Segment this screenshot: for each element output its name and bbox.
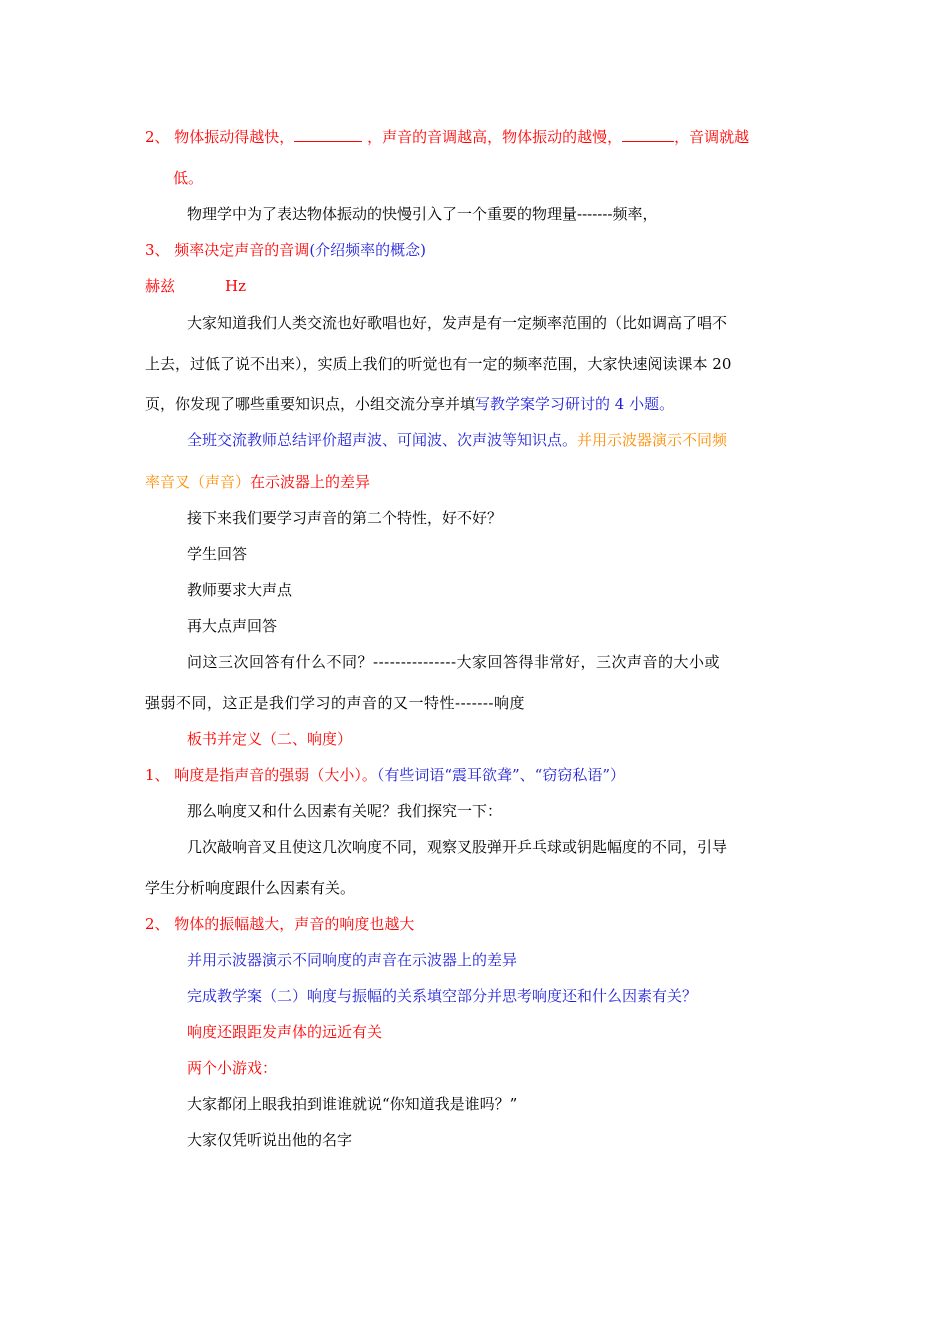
blackboard-heading: 板书并定义（二、响度）	[187, 730, 353, 748]
paragraph-line: 物理学中为了表达物体振动的快慢引入了一个重要的物理量-------频率，	[187, 205, 658, 223]
paragraph-line: 大家仅凭听说出他的名字	[187, 1131, 353, 1149]
paragraph-line	[145, 394, 674, 414]
paragraph-line: 强弱不同，这正是我们学习的声音的又一特性-------响度	[145, 694, 525, 712]
text-segment: 率音叉（声音）	[145, 473, 251, 491]
paragraph-line: 完成教学案（二）响度与振幅的关系填空部分并思考响度还和什么因素有关？	[187, 987, 698, 1005]
paragraph-line: 再大点声回答	[187, 617, 278, 635]
point-2-loudness-line: 2、 物体的振幅越大，声音的响度也越大	[145, 915, 415, 933]
paragraph-line: 响度还跟距发声体的远近有关	[187, 1023, 383, 1041]
point-1-loudness-line	[145, 765, 625, 785]
paragraph-line: 教师要求大声点	[187, 581, 293, 599]
text-segment: 页，你发现了哪些重要知识点，小组交流分享并填	[145, 395, 476, 413]
paragraph-line: 学生回答	[187, 545, 248, 563]
paragraph-line: 问这三次回答有什么不同？---------------大家回答得非常好，三次声音的大小或	[187, 653, 721, 671]
text-segment: 1、 响度是指声音的强弱（大小）。	[145, 766, 377, 784]
text-segment: 并用示波器演示不同频	[577, 431, 728, 449]
paragraph-line: 接下来我们要学习声音的第二个特性，好不好？	[187, 509, 503, 527]
unit-line	[145, 276, 246, 296]
paragraph-line: 大家都闭上眼我拍到谁谁就说“你知道我是谁吗？”	[187, 1095, 518, 1113]
unit-name: 赫兹	[145, 277, 176, 295]
paragraph-line	[187, 430, 727, 450]
paragraph-line: 低。	[173, 169, 204, 187]
point-3-heading	[145, 240, 426, 260]
point-2-pitch-line	[145, 127, 749, 147]
text-segment: ，音调就越	[674, 128, 750, 146]
paragraph-line	[145, 472, 370, 492]
text-segment: 写教学案学习研讨的 4 小题。	[475, 395, 675, 413]
paragraph-line: 并用示波器演示不同响度的声音在示波器上的差异	[187, 951, 518, 969]
text-segment: 3、 频率决定声音的音调	[145, 241, 310, 259]
fill-in-blank[interactable]	[622, 127, 674, 142]
note-text: （有些词语“震耳欲聋”、“窃窃私语”）	[376, 766, 626, 784]
paragraph-line: 几次敲响音叉且使这几次响度不同，观察叉股弹开乒乓球或钥匙幅度的不同，引导	[187, 838, 728, 856]
text-segment: 2、 物体振动得越快，	[145, 128, 295, 146]
unit-symbol: Hz	[225, 277, 246, 295]
fill-in-blank[interactable]	[294, 127, 362, 142]
paragraph-line: 上去，过低了说不出来），实质上我们的听觉也有一定的频率范围，大家快速阅读课本 20	[145, 355, 732, 373]
paragraph-line: 那么响度又和什么因素有关呢？我们探究一下：	[187, 802, 503, 820]
paragraph-line: 学生分析响度跟什么因素有关。	[145, 879, 356, 897]
games-heading: 两个小游戏：	[187, 1059, 278, 1077]
text-segment: 在示波器上的差异	[250, 473, 371, 491]
text-segment: ，声音的音调越高，物体振动的越慢，	[362, 128, 623, 146]
text-segment: 全班交流教师总结评价超声波、可闻波、次声波等知识点。	[187, 431, 578, 449]
paragraph-line: 大家知道我们人类交流也好歌唱也好，发声是有一定频率范围的（比如调高了唱不	[187, 314, 728, 332]
note-text: (介绍频率的概念)	[309, 241, 427, 259]
